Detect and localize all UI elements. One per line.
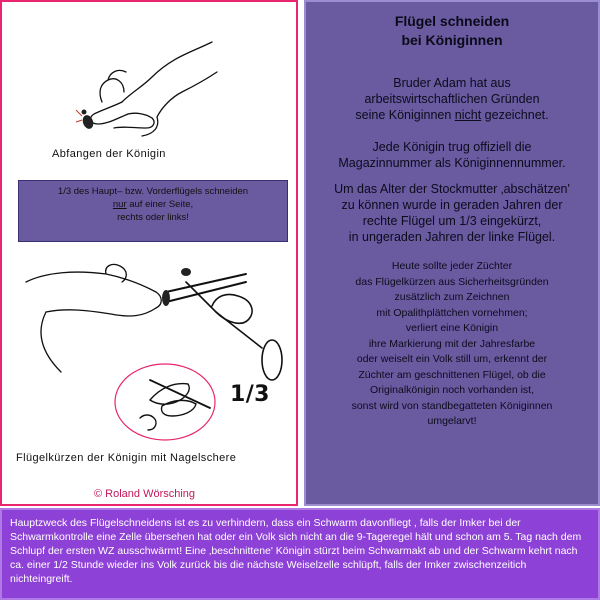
p3-line-1: Um das Alter der Stockmutter ‚abschätzen' bbox=[334, 182, 570, 196]
caption-catching-queen: Abfangen der Königin bbox=[52, 148, 166, 160]
p4-line: verliert eine Königin bbox=[405, 322, 499, 334]
p1-line-3a: seine Königinnen bbox=[355, 108, 455, 122]
p4-line: zusätzlich zum Zeichnen bbox=[394, 291, 510, 303]
note-line-3: rechts oder links! bbox=[117, 212, 189, 223]
paragraph-magazinnummer bbox=[306, 139, 598, 171]
p4-line: umgelarvt! bbox=[427, 415, 477, 427]
wing-cut-instruction-box bbox=[18, 180, 288, 242]
p3-line-4: in ungeraden Jahren der linke Flügel. bbox=[348, 230, 556, 244]
copyright-notice: © Roland Wörsching bbox=[94, 488, 196, 500]
summary-text: Hauptzweck des Flügelschneidens ist es zu verhindern, dass ein Schwarm davonfliegt , falls der Imker bei der Schwarmkontrolle eine Zelle übersehen hat oder ein Volk sich nicht an die 9-Tageregel hält und schon am 5. Tag nach dem Schlupf der ersten WZ ausschwärmt! Eine ‚beschnittene' Königin stürzt beim Schwarmakt ab und der Schwarm kehrt nach ca. einer 1/2 Stunde wieder ins Volk zurück bis die nächste Weiselzelle schlüpft, falls der Imker zwischenzeitich nichteingreift. bbox=[10, 517, 582, 585]
p4-line: mit Opalithplättchen vornehmen; bbox=[376, 306, 528, 319]
paragraph-opalith-advice bbox=[306, 259, 598, 430]
p4-line: oder weiselt ein Volk still um, erkennt der bbox=[356, 353, 548, 365]
title-line-1: Flügel schneiden bbox=[394, 13, 510, 29]
p4-line: ihre Markierung mit der Jahresfarbe bbox=[368, 337, 536, 350]
note-line-2 bbox=[23, 198, 283, 211]
illustration-panel bbox=[0, 0, 298, 506]
p1-line-3b: gezeichnet. bbox=[481, 108, 549, 122]
p2-line-2: Magazinnummer als Königinnennummer. bbox=[338, 156, 566, 170]
paragraph-stockmutter-alter bbox=[306, 181, 598, 245]
p4-line: das Flügelkürzen aus Sicherheitsgründen bbox=[355, 275, 549, 288]
p4-line: sonst wird von standbegatteten Königinnen bbox=[351, 399, 553, 412]
p1-line-1: Bruder Adam hat aus bbox=[393, 76, 511, 90]
p4-line: Originalkönigin noch vorhanden ist, bbox=[369, 384, 535, 396]
note-line-1: 1/3 des Haupt– bzw. Vorderflügels schneiden bbox=[57, 186, 249, 197]
p4-line: Züchter am geschnittenen Flügel, ob die bbox=[358, 368, 546, 381]
p3-line-3: rechte Flügel um 1/3 eingekürzt, bbox=[362, 214, 542, 228]
p3-line-2: zu können wurde in geraden Jahren der bbox=[341, 198, 563, 212]
paragraph-bruder-adam bbox=[306, 75, 598, 123]
p1-line-3 bbox=[312, 107, 592, 123]
note-underlined-word: nur bbox=[112, 199, 127, 210]
p4-line: Heute sollte jeder Züchter bbox=[391, 260, 513, 272]
p1-line-2: arbeitswirtschaftlichen Gründen bbox=[364, 92, 540, 106]
info-panel bbox=[304, 0, 600, 506]
page-title bbox=[306, 12, 598, 50]
hand-catching-queen-sketch bbox=[62, 32, 222, 142]
p2-line-1: Jede Königin trug offiziell die bbox=[372, 140, 532, 154]
caption-wing-clipping: Flügelkürzen der Königin mit Nagelschere bbox=[16, 452, 237, 464]
fraction-label: 1/3 bbox=[230, 382, 270, 407]
title-line-2: bei Königinnen bbox=[401, 32, 503, 48]
p1-underlined-word: nicht bbox=[454, 108, 482, 122]
summary-panel bbox=[0, 508, 600, 600]
note-line-2-rest: auf einer Seite, bbox=[126, 199, 194, 210]
